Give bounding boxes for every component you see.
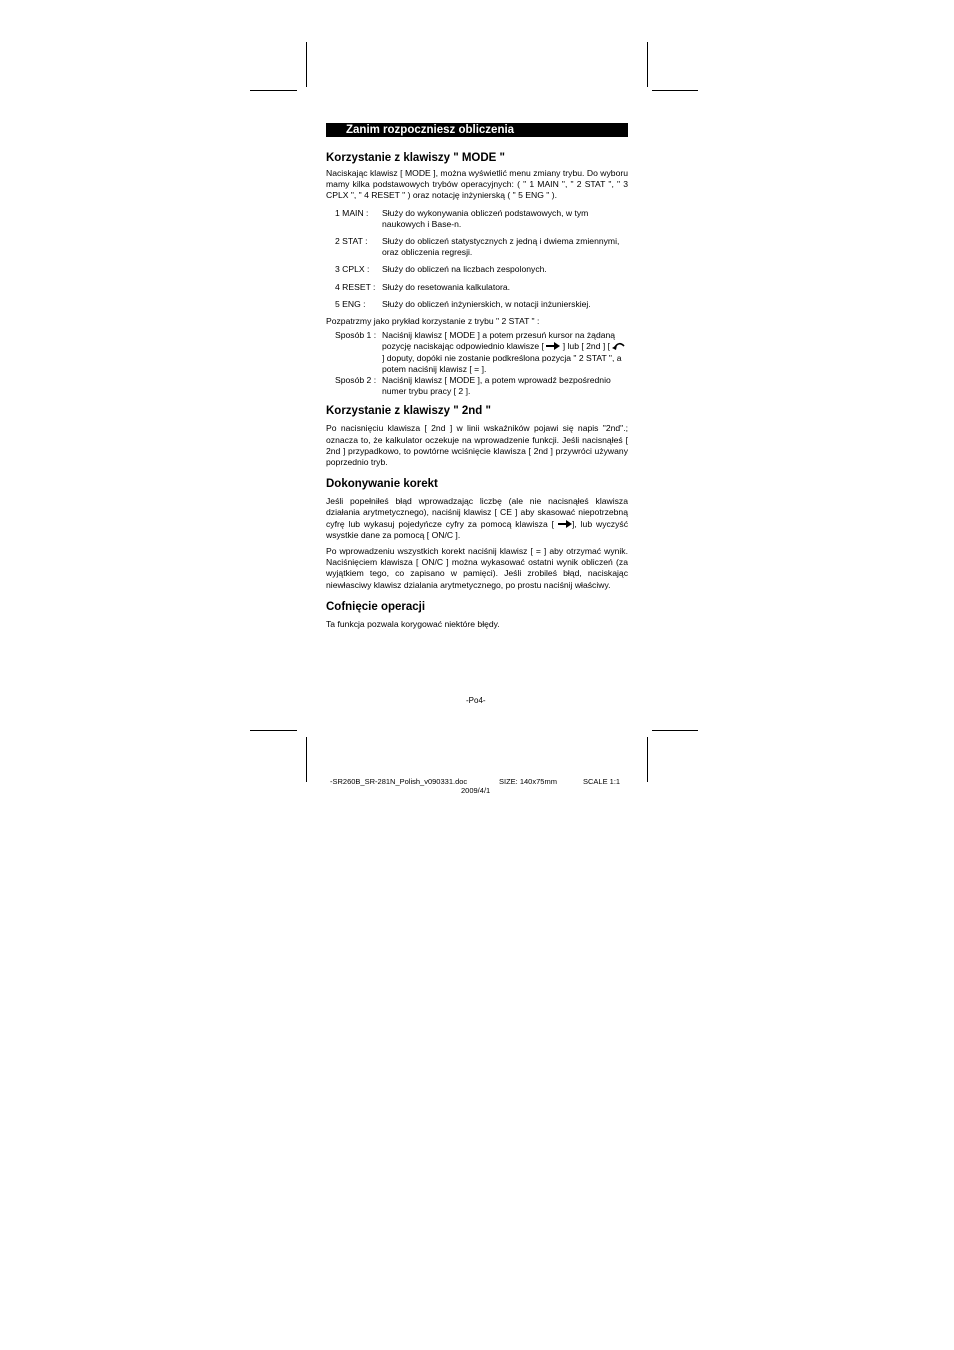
method1-text-a: Naciśnij klawisz [ MODE ] a potem przesuń kursor na żądaną pozycję naciskając odpowiednio klawisze [ (382, 330, 616, 352)
mode-label: 5 ENG : (335, 298, 366, 309)
mode-list (326, 208, 628, 310)
mode-item-eng (326, 299, 628, 310)
mode-item-cplx (326, 264, 628, 275)
mode-description: Służy do wykonywania obliczeń podstawowych, w tym naukowych i Base-n. (382, 207, 589, 229)
footer-scale: SCALE 1:1 (583, 777, 621, 786)
mode-description: Służy do obliczeń statystycznych z jedną i dwiema zmiennymi, oraz obliczenia regresji. (382, 236, 620, 258)
corrections-text-a: Jeśli popełniłeś błąd wprowadzając liczbę (ale nie nacisnąłeś klawisza działania arytmetycznego), naciśnij klawisz [ CE ] aby skasować niepotrzebną cyfrę lub wykasuj pojedyńcze cyfry za pomocą klawisza [ (326, 496, 628, 529)
crop-mark (250, 90, 297, 91)
method1-text-b: ] (562, 341, 566, 352)
mode-description: Służy do obliczeń inżynierskich, w notacji inżunierskiej. (382, 298, 591, 309)
method1-text-d: ] doputy, dopóki nie zostanie podkreślona pozycja " 2 STAT ", a potem naciśnij klawisz [ = ]. (382, 352, 622, 374)
crop-mark (306, 42, 307, 87)
method-label: Sposób 1 : (335, 330, 377, 341)
crop-mark (647, 737, 648, 782)
mode-description: Służy do obliczeń na liczbach zespolonych. (382, 264, 547, 275)
second-section-title: Korzystanie z klawiszy " 2nd " (326, 405, 491, 418)
mode-label: 4 RESET : (335, 281, 376, 292)
mode-label: 1 MAIN : (335, 207, 369, 218)
method-description (382, 330, 628, 375)
corrections-paragraph-1 (326, 496, 628, 541)
page-number: -Po4- (466, 696, 486, 705)
example-intro: Pozpatrzmy jako prykład korzystanie z trybu " 2 STAT " : (326, 316, 540, 327)
crop-mark (647, 42, 648, 87)
mode-item-reset (326, 282, 628, 293)
mode-label: 3 CPLX : (335, 264, 370, 275)
corrections-text-b: ], lub wyczyść wsystkie dane za pomocą [ ON/C ]. (326, 518, 628, 540)
mode-section-title: Korzystanie z klawiszy " MODE " (326, 152, 505, 164)
method1-text-c: lub [ 2nd ] [ (567, 341, 611, 352)
manual-page (326, 123, 628, 630)
crop-mark (306, 737, 307, 782)
method-1 (326, 330, 628, 375)
crop-mark (250, 730, 297, 731)
undo-section-title: Cofnięcie operacji (326, 600, 426, 613)
mode-description: Służy do resetowania kalkulatora. (382, 281, 511, 292)
method-label: Sposób 2 : (335, 375, 377, 386)
corrections-paragraph-2: Po wprowadzeniu wszystkich korekt naciśnij klawisz [ = ] aby otrzymać wynik. Naciśnięciem klawisza [ ON/C ] można wykasować ostatni wynik obliczeń (za wyjątkiem tego, co zapisano w pamięci). Jeśli zrobileś błąd, naciskając niewłasciwy klawisz dzialania arytmetycznego, po prostu naciśnij właściwy. (326, 546, 628, 590)
right-arrow-icon (558, 520, 572, 528)
undo-arrow-icon (612, 341, 626, 350)
mode-item-stat (326, 236, 628, 258)
corrections-section-title: Dokonywanie korekt (326, 478, 438, 491)
mode-label: 2 STAT : (335, 236, 368, 247)
method-description: Naciśnij klawisz [ MODE ], a potem wprowadź bezpośrednio numer trybu pracy [ 2 ]. (382, 375, 611, 397)
crop-mark (652, 90, 698, 91)
mode-item-main (326, 208, 628, 230)
right-arrow-icon (546, 342, 560, 350)
second-section-text: Po nacisnięciu klawisza [ 2nd ] w linii wskaźników pojawi się napis "2nd".; oznacza to, że kalkulator oczekuje na wprowadzenie funkcji. Jeśli nacisnąłeś [ 2nd ] przypadkowo, to powtórne wciśnięcie klawisza [ 2nd ] przywróci używany poprzednio tryb. (326, 423, 628, 468)
undo-section-text: Ta funkcja pozwala korygować niektóre błędy. (326, 618, 500, 629)
mode-intro: Naciskając klawisz [ MODE ], można wyświetlić menu zmiany trybu. Do wyboru mamy kilka podstawowych trybów operacyjnych: ( " 1 MAIN ", " 2 STAT ", " 3 CPLX ", " 4 RESET " ) oraz notację inżynierską ( " 5 ENG " ). (326, 168, 628, 201)
crop-mark (652, 730, 698, 731)
method-2 (326, 375, 628, 397)
section-banner: Zanim rozpoczniesz obliczenia (326, 123, 628, 137)
footer-size: SIZE: 140x75mm (499, 777, 557, 786)
footer-filename: -SR260B_SR-281N_Polish_v090331.doc (330, 777, 468, 786)
footer-date: 2009/4/1 (461, 786, 491, 795)
